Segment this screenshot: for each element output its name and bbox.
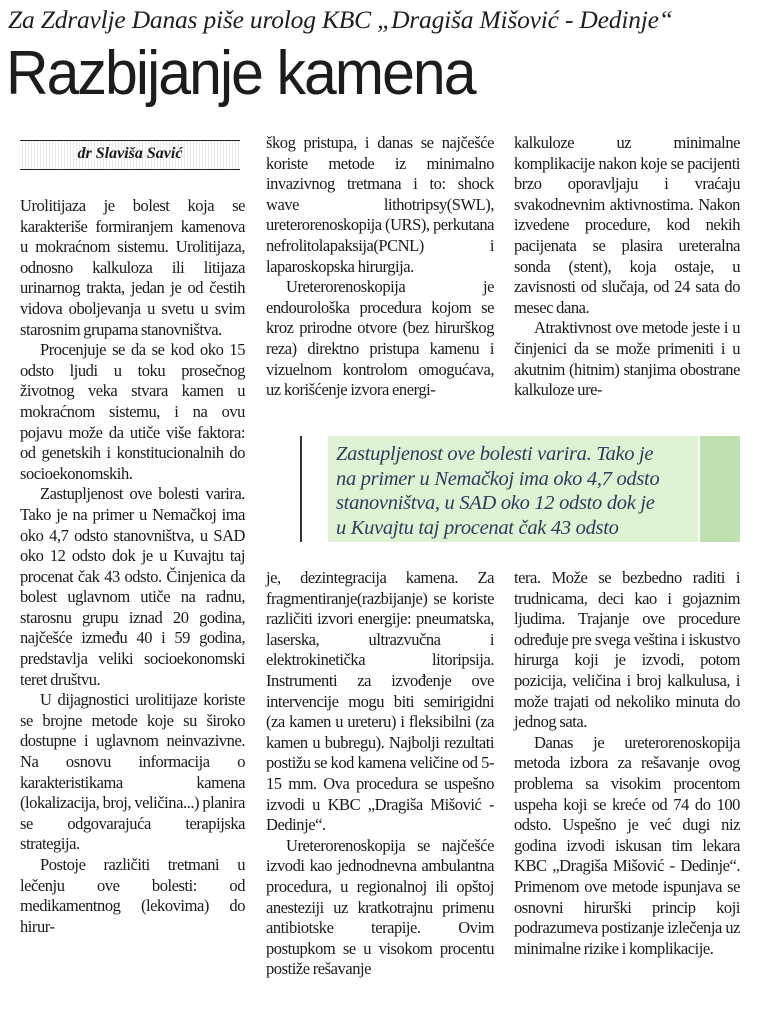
article-column-3-top (514, 133, 740, 401)
pull-quote-text (336, 442, 696, 540)
article-column-2-bottom (266, 568, 494, 980)
paragraph: Ureterorenoskopija se najčešće izvodi kao jednodnevna ambulantna procedura, u regionalnoj ili opštoj anesteziji uz kratkotrajnu primenu antibiotske terapije. Ovim postupkom se u visokom procentu postiže rešavanje (266, 835, 494, 979)
paragraph: Danas je ureterorenoskopija metoda izbora za rešavanje ovog problema sa visokim procentom uspeha koji se kreće od 74 do 100 odsto. Uspešno je već dugi niz godina izvodi iskusan tim lekara KBC „Dragiša Mišović - Dedinje“. Primenom ove metode ispunjava se osnovni hirurški princip koji podrazumeva postizanje izlečenja uz minimalne rizike i komplikacije. (514, 732, 740, 958)
paragraph: tera. Može se bezbedno raditi i trudnicama, deci kao i gojaznim ljudima. Trajanje ove procedure određuje pre svega veština i iskustvo hirurga koji je izvodi, potom pozicija, veličina i broj kalkulusa, i može trajati od nekoliko minuta do jednog sata. (514, 568, 740, 732)
article-column-2-top (266, 133, 494, 401)
article-column-1 (20, 196, 245, 937)
pull-quote-rule (300, 436, 302, 542)
paragraph: U dijagnostici urolitijaze koriste se brojne metode koje su široko dostupne i uglavnom neinvazivne. Na osnovu informacija o karakteristikama kamena (lokalizacija, broj, veličina...) planira se odgovarajuća terapijska strategija. (20, 690, 245, 854)
pull-quote (300, 436, 740, 542)
paragraph: Zastupljenost ove bolesti varira. Tako je na primer u Nemačkoj ima oko 4,7 odsto stanovništva, u SAD oko 12 odsto dok je u Kuvajtu taj procenat čak 43 odsto. Činjenica da bolest uglavnom utiče na radnu, starosnu grupu iznad 20 godina, najčešće između 40 i 59 godina, predstavlja veliki socioekonomski teret društvu. (20, 484, 245, 689)
paragraph: kalkuloze uz minimalne komplikacije nakon koje se pacijenti brzo oporavljaju i vraćaju svakodnevnim aktivnostima. Nakon izvedene procedure, kod nekih pacijenata se plasira ureteralna sonda (stent), koja ostaje, u zavisnosti od slučaja, od 24 sata do mesec dana. (514, 133, 740, 317)
paragraph: Ureterorenoskopija je endourološka procedura kojom se kroz prirodne otvore (bez hirurškog reza) direktno pristupa kamenu i vizuelnom kontrolom omogućava, uz korišćenje izvora energi- (266, 277, 494, 400)
paragraph: Atraktivnost ove metode jeste i u činjenici da se može primeniti i u akutnim (hitnim) stanjima obostrane kalkuloze ure- (514, 318, 740, 400)
headline: Razbijanje kamena (6, 39, 475, 108)
article-column-3-bottom (514, 568, 740, 959)
pull-quote-line: Zastupljenost ove bolesti varira. Tako je (336, 443, 654, 465)
kicker-subtitle: Za Zdravlje Danas piše urolog KBC „Dragiša Mišović - Dedinje“ (8, 5, 673, 34)
paragraph: Postoje različiti tretmani u lečenju ove bolesti: od medikamentnog (lekovima) do hirur- (20, 855, 245, 936)
paragraph: Urolitijaza je bolest koja se karakteriše formiranjem kamenova u mokraćnom sistemu. Urolitijaza, odnosno kalkuloza ili litijaza urinarnog trakta, jedan je od čestih vidova obolјevanja u svetu u svim starosnim grupama stanovništva. (20, 196, 245, 339)
pull-quote-line: na primer u Nemačkoj ima oko 4,7 odsto (336, 467, 660, 490)
paragraph: je, dezintegracija kamena. Za fragmentiranje(razbijanje) se koriste različiti izvori energije: pneumatska, laserska, ultrazvučna i elektrokinetička litoripsija. Instrumenti za izvođenje ove intervencije mogu biti semirigidni (za kamen u ureteru) i fleksibilni (za kamen u bubregu). Najbolji rezultati postižu se kod kamena veličine od 5-15 mm. Ova procedura se uspešno izvodi u KBC „Dragiša Mišović - Dedinje“. (266, 568, 494, 835)
pull-quote-line: u Kuvajtu taj procenat čak 43 odsto (336, 516, 619, 539)
pull-quote-accent-bar (700, 436, 740, 542)
pull-quote-line: stanovništva, u SAD oko 12 odsto dok je (336, 492, 655, 514)
author-byline: dr Slaviša Savić (20, 140, 240, 170)
paragraph: škog pristupa, i danas se najčešće koriste metode iz minimalno invazivnog tretmana i to: shock wave lithotripsy(SWL), ureterorenoskopija (URS), perkutana nefrolitolapaksija(PCNL) i laparoskopska hirurgija. (266, 133, 494, 276)
paragraph: Procenjuje se da se kod oko 15 odsto ljudi u toku prosečnog životnog veka stvara kamen u mokraćnom sistemu, i na ovu pojavu može da utiče više faktora: od genetskih i konstitucionalnih do socioekonomskih. (20, 340, 245, 483)
